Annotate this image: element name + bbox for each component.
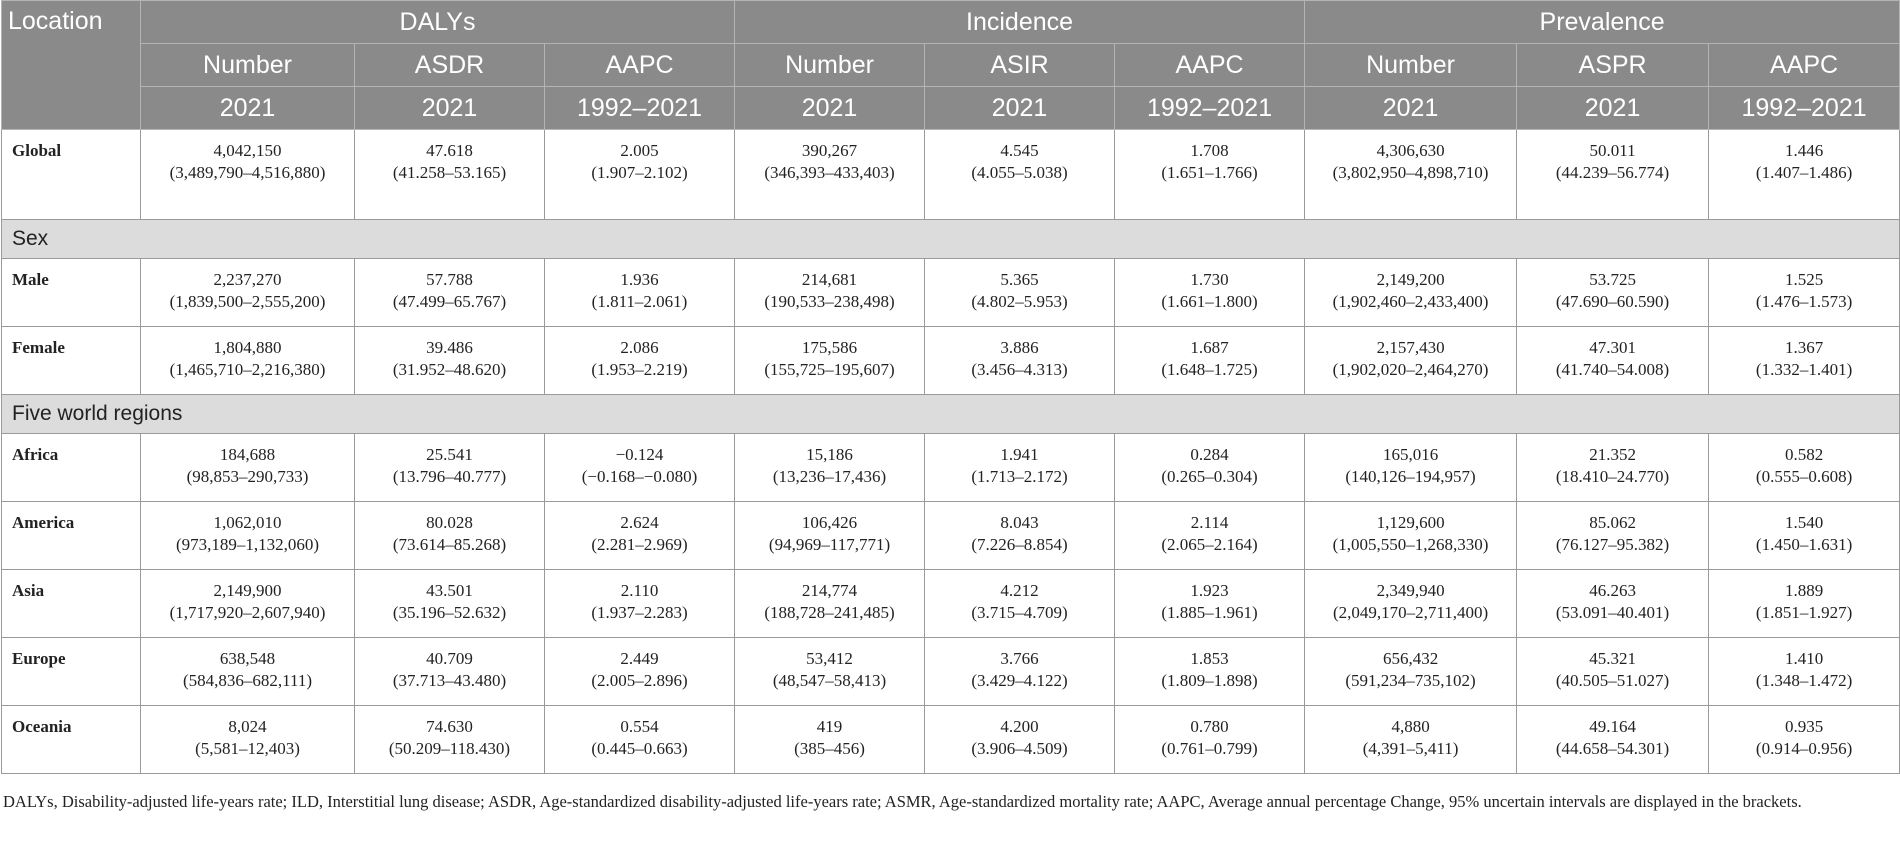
cell-interval: (1.348–1.472) — [1755, 671, 1853, 690]
cell-interval: (13.796–40.777) — [392, 467, 507, 486]
cell-value: 4,042,150 — [213, 141, 282, 160]
cell-value: 1.889 — [1784, 581, 1824, 600]
table-cell — [1709, 434, 1900, 502]
location-name: Female — [2, 327, 141, 395]
cell-value: 184,688 — [219, 445, 276, 464]
cell-interval: (3,489,790–4,516,880) — [169, 163, 326, 182]
cell-interval: (76.127–95.382) — [1555, 535, 1670, 554]
cell-interval: (13,236–17,436) — [772, 467, 887, 486]
cell-value: 1.730 — [1190, 270, 1229, 289]
section-row-regions — [2, 395, 1900, 434]
cell-value: 1,062,010 — [213, 513, 282, 532]
table-cell — [1709, 327, 1900, 395]
cell-value: 2,157,430 — [1376, 338, 1445, 357]
table-cell — [1517, 259, 1709, 327]
table-row — [2, 638, 1900, 706]
table-cell — [141, 570, 355, 638]
cell-value: 390,267 — [801, 141, 858, 160]
cell-interval: (3,802,950–4,898,710) — [1332, 163, 1489, 182]
cell-interval: (1,717,920–2,607,940) — [169, 603, 326, 622]
table-cell — [1115, 434, 1305, 502]
table-cell — [735, 434, 925, 502]
table-cell — [1517, 638, 1709, 706]
year-header: 2021 — [925, 87, 1115, 130]
cell-interval: (1.648–1.725) — [1161, 360, 1258, 379]
cell-value: 1.923 — [1190, 581, 1229, 600]
cell-value: 8,024 — [228, 717, 267, 736]
table-cell — [1305, 434, 1517, 502]
table-cell — [925, 638, 1115, 706]
year-header: 2021 — [141, 87, 355, 130]
cell-interval: (1.450–1.631) — [1755, 535, 1853, 554]
cell-interval: (37.713–43.480) — [392, 671, 507, 690]
cell-value: 80.028 — [426, 513, 473, 532]
section-row-sex — [2, 220, 1900, 259]
table-cell — [1305, 638, 1517, 706]
table-cell — [1517, 434, 1709, 502]
cell-value: 2.110 — [620, 581, 659, 600]
table-cell — [1305, 570, 1517, 638]
cell-interval: (1.885–1.961) — [1161, 603, 1258, 622]
cell-value: 0.935 — [1784, 717, 1824, 736]
cell-value: 46.263 — [1589, 581, 1636, 600]
table-cell — [355, 638, 545, 706]
cell-value: 2,149,900 — [213, 581, 282, 600]
table-cell — [1115, 706, 1305, 774]
cell-interval: (73.614–85.268) — [392, 535, 507, 554]
cell-interval: (1.661–1.800) — [1161, 292, 1258, 311]
table-cell — [545, 327, 735, 395]
cell-value: 2.114 — [1190, 513, 1229, 532]
cell-value: 47.618 — [426, 141, 473, 160]
table-cell — [1115, 502, 1305, 570]
cell-interval: (53.091–40.401) — [1555, 603, 1670, 622]
cell-interval: (1,465,710–2,216,380) — [169, 360, 326, 379]
table-cell — [1305, 327, 1517, 395]
cell-value: 106,426 — [801, 513, 858, 532]
table-cell — [1305, 130, 1517, 220]
table-cell — [545, 130, 735, 220]
cell-value: 638,548 — [219, 649, 276, 668]
cell-interval: (1,839,500–2,555,200) — [169, 292, 326, 311]
table-cell — [925, 130, 1115, 220]
table-cell — [141, 434, 355, 502]
location-name: Oceania — [2, 706, 141, 774]
table-cell — [1709, 259, 1900, 327]
cell-value: 43.501 — [426, 581, 473, 600]
cell-value: 214,774 — [801, 581, 858, 600]
dalys-group-header: DALYs — [141, 1, 735, 44]
cell-interval: (1.713–2.172) — [971, 467, 1068, 486]
column-header: AAPC — [1115, 44, 1305, 87]
table-cell — [1517, 502, 1709, 570]
table-cell — [925, 570, 1115, 638]
cell-interval: (50.209–118.430) — [388, 739, 511, 758]
table-cell — [355, 502, 545, 570]
table-cell — [1709, 706, 1900, 774]
column-header: Number — [735, 44, 925, 87]
cell-value: 0.554 — [620, 717, 659, 736]
table-cell — [1305, 259, 1517, 327]
cell-value: 50.011 — [1589, 141, 1636, 160]
cell-value: 4.200 — [1000, 717, 1039, 736]
table-body — [2, 130, 1900, 774]
table-cell — [355, 327, 545, 395]
table-cell — [545, 570, 735, 638]
cell-interval: (3.906–4.509) — [971, 739, 1068, 758]
table-cell — [735, 638, 925, 706]
table-row — [2, 130, 1900, 220]
table-cell — [735, 259, 925, 327]
header-measure-row — [2, 44, 1900, 87]
cell-interval: (1.953–2.219) — [591, 360, 688, 379]
year-header: 1992–2021 — [1115, 87, 1305, 130]
location-name: Africa — [2, 434, 141, 502]
cell-interval: (3.715–4.709) — [971, 603, 1068, 622]
cell-value: 2.449 — [620, 649, 659, 668]
cell-value: 74.630 — [426, 717, 473, 736]
table-cell — [735, 130, 925, 220]
cell-value: 1.687 — [1190, 338, 1229, 357]
table-cell — [141, 638, 355, 706]
table-cell — [545, 502, 735, 570]
cell-value: 57.788 — [426, 270, 473, 289]
table-cell — [1517, 327, 1709, 395]
year-header: 1992–2021 — [1709, 87, 1900, 130]
cell-interval: (1.809–1.898) — [1161, 671, 1258, 690]
table-cell — [1709, 570, 1900, 638]
table-cell — [141, 502, 355, 570]
cell-value: 0.582 — [1784, 445, 1824, 464]
table-cell — [925, 327, 1115, 395]
cell-value: 1.853 — [1190, 649, 1229, 668]
cell-interval: (0.761–0.799) — [1161, 739, 1258, 758]
table-cell — [1115, 638, 1305, 706]
cell-interval: (1.407–1.486) — [1755, 163, 1853, 182]
cell-interval: (1,902,460–2,433,400) — [1332, 292, 1489, 311]
table-cell — [925, 259, 1115, 327]
table-cell — [925, 502, 1115, 570]
table-cell — [1305, 706, 1517, 774]
data-table — [1, 0, 1900, 774]
table-cell — [1115, 570, 1305, 638]
cell-value: 4,880 — [1391, 717, 1430, 736]
cell-interval: (190,533–238,498) — [764, 292, 895, 311]
table-cell — [1115, 327, 1305, 395]
table-cell — [735, 570, 925, 638]
cell-interval: (0.445–0.663) — [591, 739, 688, 758]
cell-interval: (1.907–2.102) — [591, 163, 688, 182]
cell-value: 2.624 — [620, 513, 659, 532]
table-cell — [1709, 638, 1900, 706]
cell-interval: (346,393–433,403) — [764, 163, 895, 182]
incidence-group-header: Incidence — [735, 1, 1305, 44]
table-cell — [1517, 570, 1709, 638]
table-cell — [141, 259, 355, 327]
cell-interval: (2.005–2.896) — [591, 671, 688, 690]
table-cell — [1709, 130, 1900, 220]
column-header: ASPR — [1517, 44, 1709, 87]
cell-interval: (44.658–54.301) — [1555, 739, 1670, 758]
table-cell — [1115, 259, 1305, 327]
table-row — [2, 570, 1900, 638]
location-name: Global — [2, 130, 141, 220]
table-cell — [355, 706, 545, 774]
cell-value: 4,306,630 — [1376, 141, 1445, 160]
cell-interval: (7.226–8.854) — [971, 535, 1068, 554]
cell-interval: (98,853–290,733) — [186, 467, 309, 486]
column-header: AAPC — [1709, 44, 1900, 87]
cell-interval: (188,728–241,485) — [764, 603, 895, 622]
table-cell — [925, 706, 1115, 774]
cell-value: 2.005 — [620, 141, 659, 160]
table-cell — [141, 327, 355, 395]
cell-value: 21.352 — [1589, 445, 1636, 464]
cell-interval: (0.265–0.304) — [1161, 467, 1258, 486]
table-cell — [925, 434, 1115, 502]
cell-interval: (1.476–1.573) — [1755, 292, 1853, 311]
cell-value: 3.766 — [1000, 649, 1039, 668]
cell-interval: (973,189–1,132,060) — [175, 535, 320, 554]
cell-interval: (40.505–51.027) — [1555, 671, 1670, 690]
table-cell — [545, 638, 735, 706]
table-cell — [355, 130, 545, 220]
cell-value: 1.708 — [1190, 141, 1229, 160]
table-row — [2, 434, 1900, 502]
cell-value: 1,129,600 — [1376, 513, 1445, 532]
table-cell — [1305, 502, 1517, 570]
cell-value: 1.540 — [1784, 513, 1824, 532]
cell-value: 214,681 — [801, 270, 858, 289]
location-name: Asia — [2, 570, 141, 638]
cell-interval: (1.332–1.401) — [1755, 360, 1853, 379]
table-cell — [1517, 706, 1709, 774]
column-header: Number — [1305, 44, 1517, 87]
table-cell — [545, 259, 735, 327]
cell-interval: (4,391–5,411) — [1362, 739, 1459, 758]
cell-interval: (140,126–194,957) — [1345, 467, 1476, 486]
cell-interval: (18.410–24.770) — [1555, 467, 1670, 486]
table-footnote: DALYs, Disability-adjusted life-years rate; ILD, Interstitial lung disease; ASDR, Age-standardized disability-adjusted life-years rate; ASMR, Age-standardized mortality rate; AAPC, Average annual percentage Change, 95% uncertain intervals are displayed in the brackets. — [3, 792, 1802, 811]
table-cell — [355, 434, 545, 502]
section-label: Sex — [2, 220, 1900, 259]
cell-value: −0.124 — [615, 445, 664, 464]
cell-interval: (4.802–5.953) — [971, 292, 1068, 311]
cell-value: 45.321 — [1589, 649, 1636, 668]
cell-value: 2,149,200 — [1376, 270, 1445, 289]
column-header: ASIR — [925, 44, 1115, 87]
year-header: 2021 — [1517, 87, 1709, 130]
prevalence-group-header: Prevalence — [1305, 1, 1900, 44]
cell-value: 1.936 — [620, 270, 659, 289]
table-cell — [545, 706, 735, 774]
cell-interval: (0.555–0.608) — [1755, 467, 1853, 486]
cell-interval: (591,234–735,102) — [1345, 671, 1476, 690]
cell-interval: (−0.168–−0.080) — [581, 467, 698, 486]
cell-value: 47.301 — [1589, 338, 1636, 357]
table-cell — [545, 434, 735, 502]
cell-value: 53,412 — [806, 649, 853, 668]
cell-value: 4.212 — [1000, 581, 1039, 600]
cell-value: 0.780 — [1190, 717, 1229, 736]
cell-interval: (47.690–60.590) — [1555, 292, 1670, 311]
year-header: 2021 — [1305, 87, 1517, 130]
cell-value: 1.367 — [1784, 338, 1824, 357]
table-row — [2, 327, 1900, 395]
table-cell — [1115, 130, 1305, 220]
cell-interval: (4.055–5.038) — [971, 163, 1068, 182]
cell-interval: (94,969–117,771) — [768, 535, 891, 554]
year-header: 1992–2021 — [545, 87, 735, 130]
cell-interval: (1.651–1.766) — [1161, 163, 1258, 182]
cell-value: 1.525 — [1784, 270, 1824, 289]
year-header: 2021 — [355, 87, 545, 130]
cell-interval: (2.281–2.969) — [591, 535, 688, 554]
table-cell — [141, 706, 355, 774]
location-name: Male — [2, 259, 141, 327]
cell-value: 175,586 — [801, 338, 858, 357]
table-cell — [1709, 502, 1900, 570]
cell-interval: (1,902,020–2,464,270) — [1332, 360, 1489, 379]
cell-value: 25.541 — [426, 445, 473, 464]
location-name: America — [2, 502, 141, 570]
cell-interval: (47.499–65.767) — [392, 292, 507, 311]
year-header: 2021 — [735, 87, 925, 130]
cell-value: 5.365 — [1000, 270, 1039, 289]
cell-value: 2,349,940 — [1376, 581, 1445, 600]
table-row — [2, 502, 1900, 570]
cell-interval: (2,049,170–2,711,400) — [1332, 603, 1489, 622]
cell-interval: (2.065–2.164) — [1161, 535, 1258, 554]
cell-value: 165,016 — [1382, 445, 1439, 464]
cell-interval: (1.851–1.927) — [1755, 603, 1853, 622]
table-cell — [141, 130, 355, 220]
cell-value: 49.164 — [1589, 717, 1636, 736]
cell-value: 1.446 — [1784, 141, 1824, 160]
cell-value: 419 — [816, 717, 843, 736]
cell-interval: (385–456) — [794, 739, 865, 758]
column-header: AAPC — [545, 44, 735, 87]
cell-interval: (31.952–48.620) — [392, 360, 507, 379]
cell-value: 85.062 — [1589, 513, 1636, 532]
table-row — [2, 706, 1900, 774]
table-cell — [735, 706, 925, 774]
cell-value: 3.886 — [1000, 338, 1039, 357]
cell-value: 15,186 — [806, 445, 853, 464]
cell-value: 2.086 — [620, 338, 659, 357]
column-header: Number — [141, 44, 355, 87]
cell-value: 0.284 — [1190, 445, 1229, 464]
cell-value: 1.941 — [1000, 445, 1039, 464]
table-cell — [355, 570, 545, 638]
table-row — [2, 259, 1900, 327]
cell-value: 40.709 — [426, 649, 473, 668]
cell-value: 656,432 — [1382, 649, 1439, 668]
table-cell — [355, 259, 545, 327]
cell-value: 4.545 — [1000, 141, 1039, 160]
table-cell — [735, 327, 925, 395]
cell-interval: (41.258–53.165) — [392, 163, 507, 182]
cell-value: 2,237,270 — [213, 270, 282, 289]
header-year-row — [2, 87, 1900, 130]
cell-value: 8.043 — [1000, 513, 1039, 532]
cell-value: 39.486 — [426, 338, 473, 357]
table-cell — [1517, 130, 1709, 220]
cell-value: 53.725 — [1589, 270, 1636, 289]
location-name: Europe — [2, 638, 141, 706]
cell-interval: (1,005,550–1,268,330) — [1332, 535, 1489, 554]
cell-value: 1,804,880 — [213, 338, 282, 357]
cell-interval: (155,725–195,607) — [764, 360, 895, 379]
cell-value: 1.410 — [1784, 649, 1824, 668]
cell-interval: (584,836–682,111) — [182, 671, 313, 690]
cell-interval: (35.196–52.632) — [392, 603, 507, 622]
location-header: Location — [2, 1, 141, 130]
cell-interval: (3.429–4.122) — [971, 671, 1068, 690]
cell-interval: (3.456–4.313) — [971, 360, 1068, 379]
table-cell — [735, 502, 925, 570]
column-header: ASDR — [355, 44, 545, 87]
cell-interval: (1.937–2.283) — [591, 603, 688, 622]
cell-interval: (44.239–56.774) — [1555, 163, 1670, 182]
cell-interval: (0.914–0.956) — [1755, 739, 1853, 758]
header-group-row — [2, 1, 1900, 44]
section-label: Five world regions — [2, 395, 1900, 434]
cell-interval: (41.740–54.008) — [1555, 360, 1670, 379]
cell-interval: (1.811–2.061) — [591, 292, 688, 311]
table-header — [2, 1, 1900, 130]
cell-interval: (5,581–12,403) — [195, 739, 300, 758]
cell-interval: (48,547–58,413) — [772, 671, 887, 690]
